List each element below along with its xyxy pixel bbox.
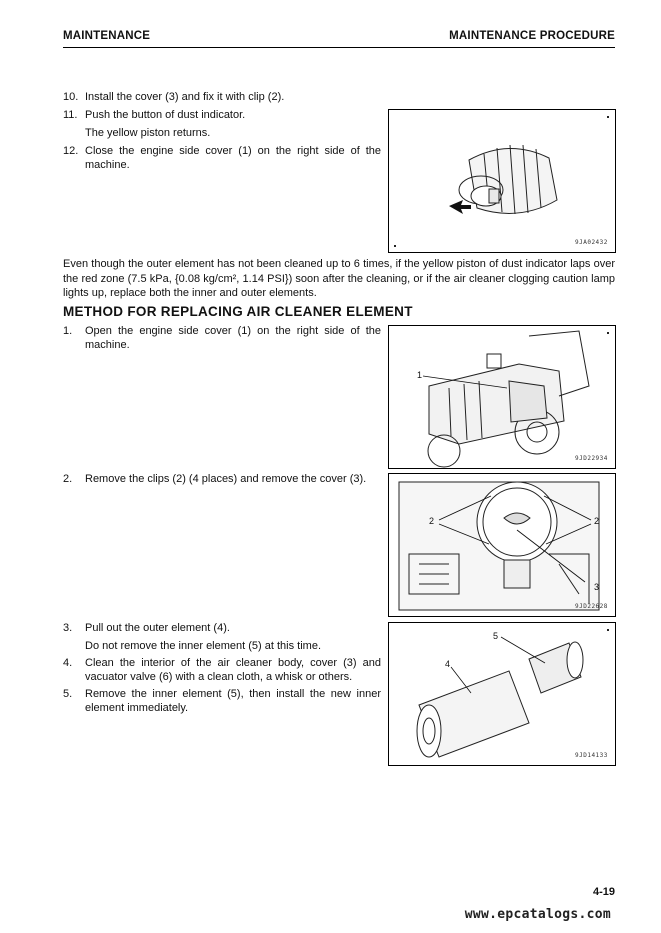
figure-clips-cover [388,473,616,617]
step-10 [63,90,381,104]
step-3-note: Do not remove the inner element (5) at this time. [85,640,321,652]
callout-2-left: 2 [429,516,435,526]
header-rule [63,47,615,48]
callout-2-right: 2 [594,516,600,526]
step-number: 3. [63,622,73,634]
header-section-title: MAINTENANCE [63,30,151,42]
step-2 [63,472,381,486]
step-text: Pull out the outer element (4). [85,622,230,634]
filter-elements-drawing [389,623,615,765]
step-11-note: The yellow piston returns. [85,127,211,139]
figure-code: 9JD22934 [575,455,608,462]
step-text: Remove the clips (2) (4 places) and remove the cover (3). [85,473,367,485]
step-number: 12. [63,145,79,157]
callout-1: 1 [417,370,423,380]
replacement-condition-paragraph: Even though the outer element has not been cleaned up to 6 times, if the yellow piston of dust indicator laps over the red zone (7.5 kPa, {0.08 kg/cm², 1.14 PSI}) soon after the cleaning, or if the air cleaner clogging caution lamp lights up, replace both the inner and outer elements. [63,258,615,299]
step-5 [63,687,381,715]
section-title: METHOD FOR REPLACING AIR CLEANER ELEMENT [63,304,413,319]
step-3 [63,621,381,635]
callout-3: 3 [594,582,600,592]
callout-4: 4 [445,659,451,669]
page-number: 4-19 [592,886,615,898]
step-1 [63,324,381,352]
figure-code: 9JD14133 [575,752,608,759]
step-number: 5. [63,688,73,700]
header-chapter-title: MAINTENANCE PROCEDURE [449,30,615,42]
dust-indicator-drawing [389,110,615,252]
step-text: Push the button of dust indicator. [85,109,246,121]
figure-dust-indicator [388,109,616,253]
watermark: www.epcatalogs.com [464,907,611,922]
step-12 [63,144,381,172]
figure-engine-side-cover [388,325,616,469]
step-number: 11. [63,109,78,121]
step-text: Open the engine side cover (1) on the right side of the machine. [85,325,381,351]
step-4 [63,656,381,684]
machine-drawing [389,326,615,468]
figure-elements [388,622,616,766]
step-text: Install the cover (3) and fix it with clip (2). [85,91,285,103]
callout-5: 5 [493,631,499,641]
step-number: 10. [63,91,79,103]
step-number: 2. [63,473,73,485]
figure-code: 9JA02432 [575,239,608,246]
step-text: Close the engine side cover (1) on the right side of the machine. [85,145,381,171]
step-number: 1. [63,325,73,337]
step-text: Clean the interior of the air cleaner body, cover (3) and vacuator valve (6) with a clean cloth, a whisk or others. [85,657,381,683]
air-cleaner-cover-drawing [389,474,615,616]
step-11 [63,108,381,122]
push-arrow-icon [449,200,471,214]
step-text: Remove the inner element (5), then install the new inner element immediately. [85,688,381,714]
figure-code: 9JD22628 [575,603,608,610]
step-number: 4. [63,657,73,669]
